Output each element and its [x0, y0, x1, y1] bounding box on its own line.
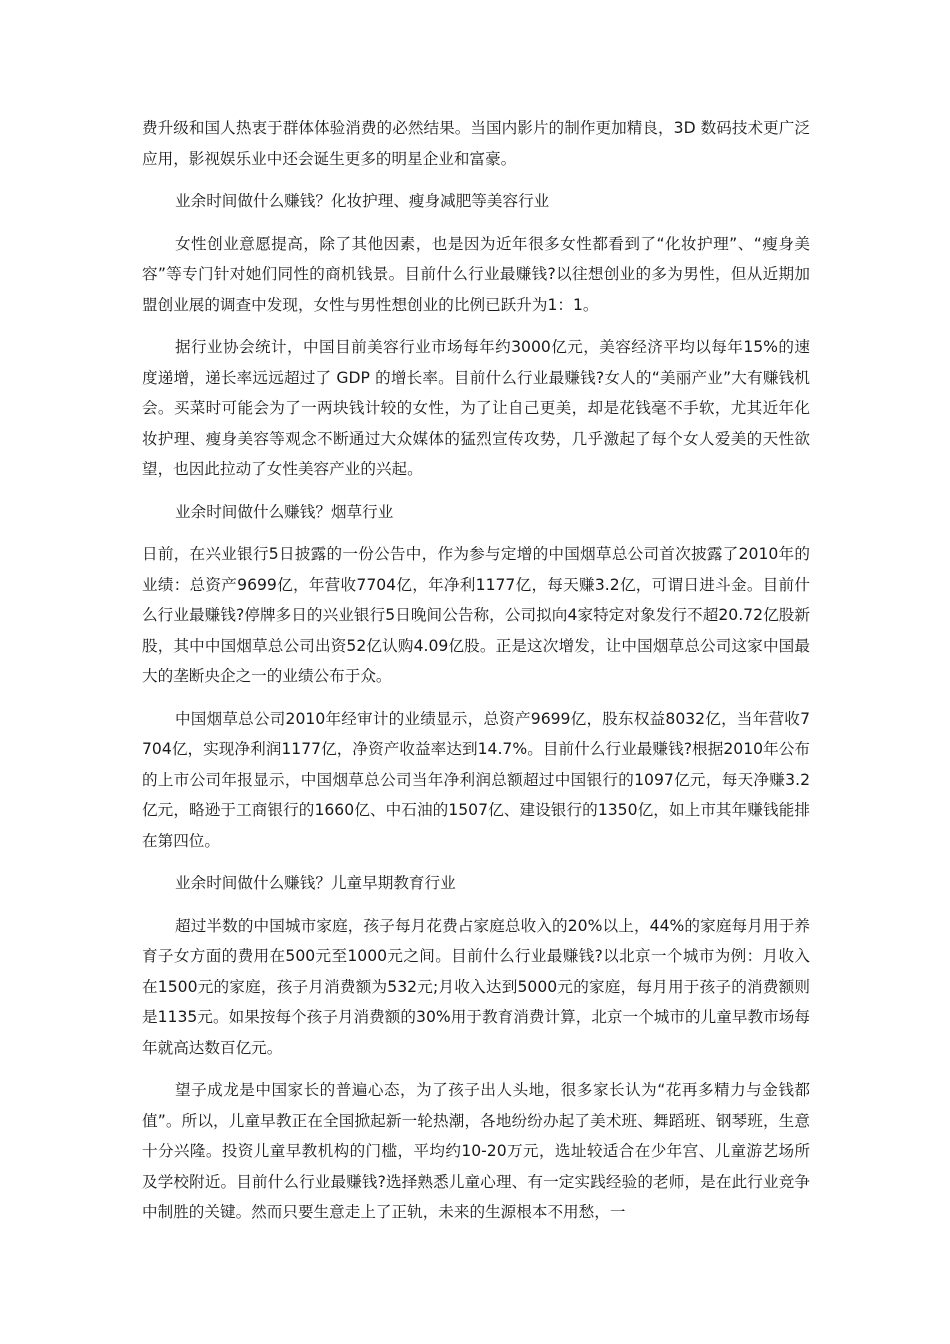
heading-beauty-industry: 业余时间做什么赚钱？化妆护理、瘦身减肥等美容行业 [175, 192, 550, 210]
paragraph-film-industry-ending: 费升级和国人热衷于群体体验消费的必然结果。当国内影片的制作更加精良，3D 数码技术更广泛应用，影视娱乐业中还会诞生更多的明星企业和富豪。 [142, 119, 810, 168]
paragraph-child-spending: 超过半数的中国城市家庭，孩子每月花费占家庭总收入的20%以上，44%的家庭每月用于养育子女方面的费用在500元至1000元之间。目前什么行业最赚钱?以北京一个城市为例：月收入在1500元的家庭，孩子月消费额为532元;月收入达到5000元的家庭，每月用于孩子的消费额则是1135元。如果按每个孩子月消费额的30%用于教育消费计算，北京一个城市的儿童早教市场每年就高达数百亿元。 [142, 916, 810, 1057]
paragraph-women-entrepreneurship: 女性创业意愿提高，除了其他因素，也是因为近年很多女性都看到了“化妆护理”、“瘦身美容”等专门针对她们同性的商机钱景。目前什么行业最赚钱?以往想创业的多为男性，但从近期加盟创业展的调查中发现，女性与男性想创业的比例已跃升为1：1。 [142, 234, 810, 314]
paragraph-tobacco-announcement: 日前，在兴业银行5日披露的一份公告中，作为参与定增的中国烟草总公司首次披露了2010年的业绩：总资产9699亿，年营收7704亿，年净利1177亿，每天赚3.2亿，可谓日进斗金。目前什么行业最赚钱?停牌多日的兴业银行5日晚间公告称，公司拟向4家特定对象发行不超20.72亿股新股，其中中国烟草总公司出资52亿认购4.09亿股。正是这次增发，让中国烟草总公司这家中国最大的垄断央企之一的业绩公布于众。 [142, 545, 810, 685]
heading-tobacco-industry: 业余时间做什么赚钱？烟草行业 [175, 502, 394, 521]
heading-early-education: 业余时间做什么赚钱？儿童早期教育行业 [175, 874, 456, 892]
document-page [142, 113, 810, 1228]
paragraph-tobacco-performance: 中国烟草总公司2010年经审计的业绩显示，总资产9699亿，股东权益8032亿，当年营收7704亿，实现净利润1177亿，净资产收益率达到14.7%。目前什么行业最赚钱?根据2010年公布的上市公司年报显示，中国烟草总公司当年净利润总额超过中国银行的1097亿元，每天净赚3.2亿元，略逊于工商银行的1660亿、中石油的1507亿、建设银行的1350亿，如上市其年赚钱能排在第四位。 [142, 709, 810, 850]
paragraph-early-education-market: 望子成龙是中国家长的普遍心态，为了孩子出人头地，很多家长认为“花再多精力与金钱都值”。所以，儿童早教正在全国掀起新一轮热潮，各地纷纷办起了美术班、舞蹈班、钢琴班，生意十分兴隆。投资儿童早教机构的门槛，平均约10-20万元，选址较适合在少年宫、儿童游艺场所及学校附近。目前什么行业最赚钱?选择熟悉儿童心理、有一定实践经验的老师，是在此行业竞争中制胜的关键。然而只要生意走上了正轨，未来的生源根本不用愁，一 [142, 1081, 810, 1221]
paragraph-beauty-market-stats: 据行业协会统计，中国目前美容行业市场每年约3000亿元，美容经济平均以每年15%的速度递增，递长率远远超过了 GDP 的增长率。目前什么行业最赚钱?女人的“美丽产业”大有赚钱机会。买菜时可能会为了一两块钱计较的女性，为了让自己更美，却是花钱毫不手软，尤其近年化妆护理、瘦身美容等观念不断通过大众媒体的猛烈宣传攻势，几乎激起了每个女人爱美的天性欲望，也因此拉动了女性美容产业的兴起。 [142, 338, 810, 478]
